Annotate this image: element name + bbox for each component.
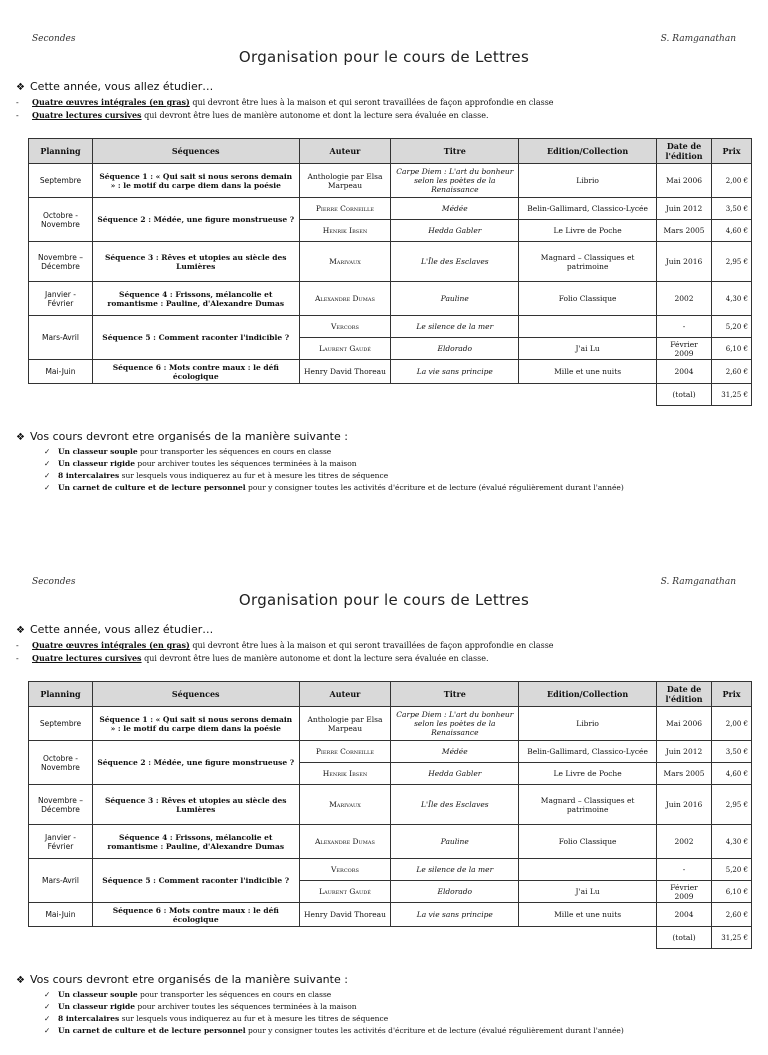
check-icon: ✓ [44, 990, 51, 999]
intro-line-text: qui devront être lues à la maison et qui seront travaillées de façon approfondie en classe [189, 98, 554, 107]
table-row [29, 316, 752, 338]
item-emphasis: Un classeur souple [58, 990, 138, 999]
table-row [29, 785, 752, 825]
date-cell: - [657, 859, 712, 881]
price-cell: 4,30 € [712, 825, 752, 859]
intro-heading-text: Cette année, vous allez étudier… [30, 623, 214, 636]
intro-heading [16, 80, 213, 93]
table-row [29, 198, 752, 220]
sequence-cell: Séquence 1 : « Qui sait si nous serons demain » : le motif du carpe diem dans la poésie [92, 707, 299, 741]
price-cell: 2,95 € [712, 242, 752, 282]
planning-cell: Septembre [29, 707, 93, 741]
date-cell: 2004 [657, 903, 712, 927]
total-label: (total) [657, 384, 712, 406]
page-title: Organisation pour le cours de Lettres [238, 591, 530, 609]
author-cell: Henry David Thoreau [299, 903, 391, 927]
list-item [44, 989, 624, 1001]
price-cell: 5,20 € [712, 316, 752, 338]
intro-lines [16, 639, 554, 665]
author-cell: Laurent Gaudé [299, 881, 391, 903]
item-text: pour archiver toutes les séquences terminées à la maison [135, 1002, 357, 1011]
date-cell: Mai 2006 [657, 707, 712, 741]
item-emphasis: Un classeur rigide [58, 459, 136, 468]
date-cell: Février 2009 [657, 338, 712, 360]
intro-lines [16, 96, 554, 122]
item-emphasis: Un classeur souple [58, 447, 138, 456]
table-row [29, 707, 752, 741]
table-row [29, 859, 752, 881]
courses-table [28, 681, 752, 949]
check-icon: ✓ [44, 1002, 51, 1011]
check-icon: ✓ [44, 471, 51, 480]
sequence-cell: Séquence 3 : Rêves et utopies au siècle des Lumières [92, 785, 299, 825]
item-text: pour archiver toutes les séquences terminées à la maison [135, 459, 357, 468]
class-label: Secondes [32, 577, 76, 587]
total-value: 31,25 € [712, 927, 752, 949]
price-cell: 3,50 € [712, 198, 752, 220]
planning-cell: Mars-Avril [29, 316, 93, 360]
table-row [29, 825, 752, 859]
check-icon: ✓ [44, 1026, 51, 1035]
title-cell: Médée [391, 741, 519, 763]
title-cell: L'Île des Esclaves [391, 785, 519, 825]
header-price: Prix [712, 682, 752, 707]
item-text: pour transporter les séquences en cours en classe [137, 447, 332, 456]
date-cell: Juin 2016 [657, 785, 712, 825]
price-cell: 4,60 € [712, 763, 752, 785]
title-cell: La vie sans principe [391, 360, 519, 384]
planning-cell: Mai-Juin [29, 903, 93, 927]
planning-cell: Octobre - Novembre [29, 198, 93, 242]
planning-cell: Novembre – Décembre [29, 242, 93, 282]
edition-cell: Magnard – Classiques et patrimoine [519, 785, 657, 825]
edition-cell: Le Livre de Poche [519, 220, 657, 242]
intro-line-text: qui devront être lues à la maison et qui seront travaillées de façon approfondie en classe [189, 641, 554, 650]
author-cell: Alexandre Dumas [299, 825, 391, 859]
edition-cell: Mille et une nuits [519, 903, 657, 927]
sequence-cell: Séquence 4 : Frissons, mélancolie et romantisme : Pauline, d'Alexandre Dumas [92, 825, 299, 859]
planning-cell: Janvier - Février [29, 282, 93, 316]
author-cell: Pierre Corneille [299, 198, 391, 220]
check-icon: ✓ [44, 1014, 51, 1023]
author-cell: Anthologie par Elsa Marpeau [299, 164, 391, 198]
item-text: pour y consigner toutes les activités d'écriture et de lecture (évalué régulièrement durant l'année) [245, 1026, 624, 1035]
item-emphasis: Un carnet de culture et de lecture personnel [58, 1026, 246, 1035]
list-item [44, 446, 624, 458]
price-cell: 2,00 € [712, 164, 752, 198]
item-text: sur lesquels vous indiquerez au fur et à mesure les titres de séquence [119, 471, 389, 480]
date-cell: - [657, 316, 712, 338]
title-cell: Le silence de la mer [391, 316, 519, 338]
intro-line: - Quatre œuvres intégrales (en gras) qui devront être lues à la maison et qui seront travaillées de façon approfondie en classe [16, 640, 554, 650]
teacher-name: S. Ramganathan [660, 577, 736, 587]
sequence-cell: Séquence 3 : Rêves et utopies au siècle des Lumières [92, 242, 299, 282]
intro-line-emphasis: Quatre œuvres intégrales (en gras) [32, 97, 190, 107]
title-cell: Hedda Gabler [391, 220, 519, 242]
header-author: Auteur [299, 682, 391, 707]
intro-line-emphasis: Quatre œuvres intégrales (en gras) [32, 640, 190, 650]
price-cell: 2,00 € [712, 707, 752, 741]
handout-copy [0, 543, 768, 1055]
handout-copy [0, 0, 768, 512]
planning-cell: Mai-Juin [29, 360, 93, 384]
table-header-row [29, 682, 752, 707]
edition-cell: Le Livre de Poche [519, 763, 657, 785]
date-cell: Mai 2006 [657, 164, 712, 198]
price-cell: 4,30 € [712, 282, 752, 316]
table-row [29, 164, 752, 198]
intro-line-text: qui devront être lues de manière autonome et dont la lecture sera évaluée en classe. [141, 654, 489, 663]
date-cell: 2002 [657, 825, 712, 859]
date-cell: Mars 2005 [657, 763, 712, 785]
sequence-cell: Séquence 1 : « Qui sait si nous serons demain » : le motif du carpe diem dans la poésie [92, 164, 299, 198]
price-cell: 2,95 € [712, 785, 752, 825]
header-planning: Planning [29, 139, 93, 164]
organisation-list [44, 446, 624, 494]
header-author: Auteur [299, 139, 391, 164]
intro-line-text: qui devront être lues de manière autonome et dont la lecture sera évaluée en classe. [141, 111, 489, 120]
edition-cell [519, 316, 657, 338]
header-sequences: Séquences [92, 139, 299, 164]
intro-line-emphasis: Quatre lectures cursives [32, 653, 142, 663]
table-row [29, 282, 752, 316]
organisation-heading [16, 973, 348, 986]
item-emphasis: Un classeur rigide [58, 1002, 136, 1011]
edition-cell: J'ai Lu [519, 881, 657, 903]
sequence-cell: Séquence 5 : Comment raconter l'indicible ? [92, 859, 299, 903]
header-date: Date de l'édition [657, 682, 712, 707]
organisation-list [44, 989, 624, 1037]
item-text: pour transporter les séquences en cours en classe [137, 990, 332, 999]
sequence-cell: Séquence 2 : Médée, une figure monstrueuse ? [92, 741, 299, 785]
list-item [44, 458, 624, 470]
price-cell: 2,60 € [712, 360, 752, 384]
price-cell: 6,10 € [712, 338, 752, 360]
sequence-cell: Séquence 6 : Mots contre maux : le défi écologique [92, 360, 299, 384]
edition-cell [519, 859, 657, 881]
price-cell: 4,60 € [712, 220, 752, 242]
intro-line-emphasis: Quatre lectures cursives [32, 110, 142, 120]
title-cell: Hedda Gabler [391, 763, 519, 785]
planning-cell: Octobre - Novembre [29, 741, 93, 785]
author-cell: Laurent Gaudé [299, 338, 391, 360]
total-row [29, 927, 752, 949]
item-emphasis: 8 intercalaires [58, 471, 120, 480]
planning-cell: Septembre [29, 164, 93, 198]
list-item [44, 1013, 624, 1025]
edition-cell: J'ai Lu [519, 338, 657, 360]
diamond-bullet-icon: ❖ [16, 432, 25, 443]
organisation-heading-text: Vos cours devront etre organisés de la manière suivante : [30, 430, 348, 443]
date-cell: Juin 2016 [657, 242, 712, 282]
header-title: Titre [391, 682, 519, 707]
price-cell: 5,20 € [712, 859, 752, 881]
check-icon: ✓ [44, 483, 51, 492]
author-cell: Marivaux [299, 785, 391, 825]
title-cell: L'Île des Esclaves [391, 242, 519, 282]
intro-line: - Quatre œuvres intégrales (en gras) qui devront être lues à la maison et qui seront travaillées de façon approfondie en classe [16, 97, 554, 107]
intro-heading-text: Cette année, vous allez étudier… [30, 80, 214, 93]
organisation-heading [16, 430, 348, 443]
date-cell: Février 2009 [657, 881, 712, 903]
item-text: sur lesquels vous indiquerez au fur et à mesure les titres de séquence [119, 1014, 389, 1023]
author-cell: Henrik Ibsen [299, 220, 391, 242]
total-label: (total) [657, 927, 712, 949]
author-cell: Alexandre Dumas [299, 282, 391, 316]
edition-cell: Librio [519, 164, 657, 198]
diamond-bullet-icon: ❖ [16, 625, 25, 636]
author-cell: Vercors [299, 316, 391, 338]
price-cell: 3,50 € [712, 741, 752, 763]
planning-cell: Novembre – Décembre [29, 785, 93, 825]
title-cell: Eldorado [391, 881, 519, 903]
sequence-cell: Séquence 2 : Médée, une figure monstrueuse ? [92, 198, 299, 242]
item-emphasis: 8 intercalaires [58, 1014, 120, 1023]
header-price: Prix [712, 139, 752, 164]
edition-cell: Folio Classique [519, 825, 657, 859]
price-cell: 2,60 € [712, 903, 752, 927]
item-emphasis: Un carnet de culture et de lecture personnel [58, 483, 246, 492]
date-cell: 2004 [657, 360, 712, 384]
list-item [44, 482, 624, 494]
author-cell: Marivaux [299, 242, 391, 282]
sequence-cell: Séquence 6 : Mots contre maux : le défi écologique [92, 903, 299, 927]
intro-heading [16, 623, 213, 636]
title-cell: Carpe Diem : L'art du bonheur selon les poètes de la Renaissance [391, 707, 519, 741]
total-value: 31,25 € [712, 384, 752, 406]
header-planning: Planning [29, 682, 93, 707]
edition-cell: Magnard – Classiques et patrimoine [519, 242, 657, 282]
author-cell: Pierre Corneille [299, 741, 391, 763]
title-cell: Pauline [391, 282, 519, 316]
table-row [29, 242, 752, 282]
total-row [29, 384, 752, 406]
edition-cell: Librio [519, 707, 657, 741]
title-cell: La vie sans principe [391, 903, 519, 927]
list-item [44, 1001, 624, 1013]
sequence-cell: Séquence 5 : Comment raconter l'indicible ? [92, 316, 299, 360]
planning-cell: Janvier - Février [29, 825, 93, 859]
author-cell: Henrik Ibsen [299, 763, 391, 785]
list-item [44, 470, 624, 482]
date-cell: Juin 2012 [657, 198, 712, 220]
table-header-row [29, 139, 752, 164]
planning-cell: Mars-Avril [29, 859, 93, 903]
edition-cell: Belin-Gallimard, Classico-Lycée [519, 741, 657, 763]
check-icon: ✓ [44, 459, 51, 468]
edition-cell: Mille et une nuits [519, 360, 657, 384]
header-sequences: Séquences [92, 682, 299, 707]
date-cell: 2002 [657, 282, 712, 316]
title-cell: Carpe Diem : L'art du bonheur selon les poètes de la Renaissance [391, 164, 519, 198]
sequence-cell: Séquence 4 : Frissons, mélancolie et romantisme : Pauline, d'Alexandre Dumas [92, 282, 299, 316]
title-cell: Pauline [391, 825, 519, 859]
class-label: Secondes [32, 34, 76, 44]
author-cell: Vercors [299, 859, 391, 881]
edition-cell: Folio Classique [519, 282, 657, 316]
item-text: pour y consigner toutes les activités d'écriture et de lecture (évalué régulièrement durant l'année) [245, 483, 624, 492]
courses-table [28, 138, 752, 406]
author-cell: Henry David Thoreau [299, 360, 391, 384]
header-title: Titre [391, 139, 519, 164]
header-edition: Edition/Collection [519, 139, 657, 164]
list-item [44, 1025, 624, 1037]
intro-line: - Quatre lectures cursives qui devront être lues de manière autonome et dont la lecture sera évaluée en classe. [16, 653, 489, 663]
title-cell: Le silence de la mer [391, 859, 519, 881]
title-cell: Médée [391, 198, 519, 220]
table-row [29, 741, 752, 763]
diamond-bullet-icon: ❖ [16, 82, 25, 93]
page-title: Organisation pour le cours de Lettres [238, 48, 530, 66]
price-cell: 6,10 € [712, 881, 752, 903]
table-row [29, 360, 752, 384]
header-date: Date de l'édition [657, 139, 712, 164]
diamond-bullet-icon: ❖ [16, 975, 25, 986]
date-cell: Juin 2012 [657, 741, 712, 763]
teacher-name: S. Ramganathan [660, 34, 736, 44]
title-cell: Eldorado [391, 338, 519, 360]
intro-line: - Quatre lectures cursives qui devront être lues de manière autonome et dont la lecture sera évaluée en classe. [16, 110, 489, 120]
table-row [29, 903, 752, 927]
author-cell: Anthologie par Elsa Marpeau [299, 707, 391, 741]
edition-cell: Belin-Gallimard, Classico-Lycée [519, 198, 657, 220]
date-cell: Mars 2005 [657, 220, 712, 242]
organisation-heading-text: Vos cours devront etre organisés de la manière suivante : [30, 973, 348, 986]
header-edition: Edition/Collection [519, 682, 657, 707]
check-icon: ✓ [44, 447, 51, 456]
